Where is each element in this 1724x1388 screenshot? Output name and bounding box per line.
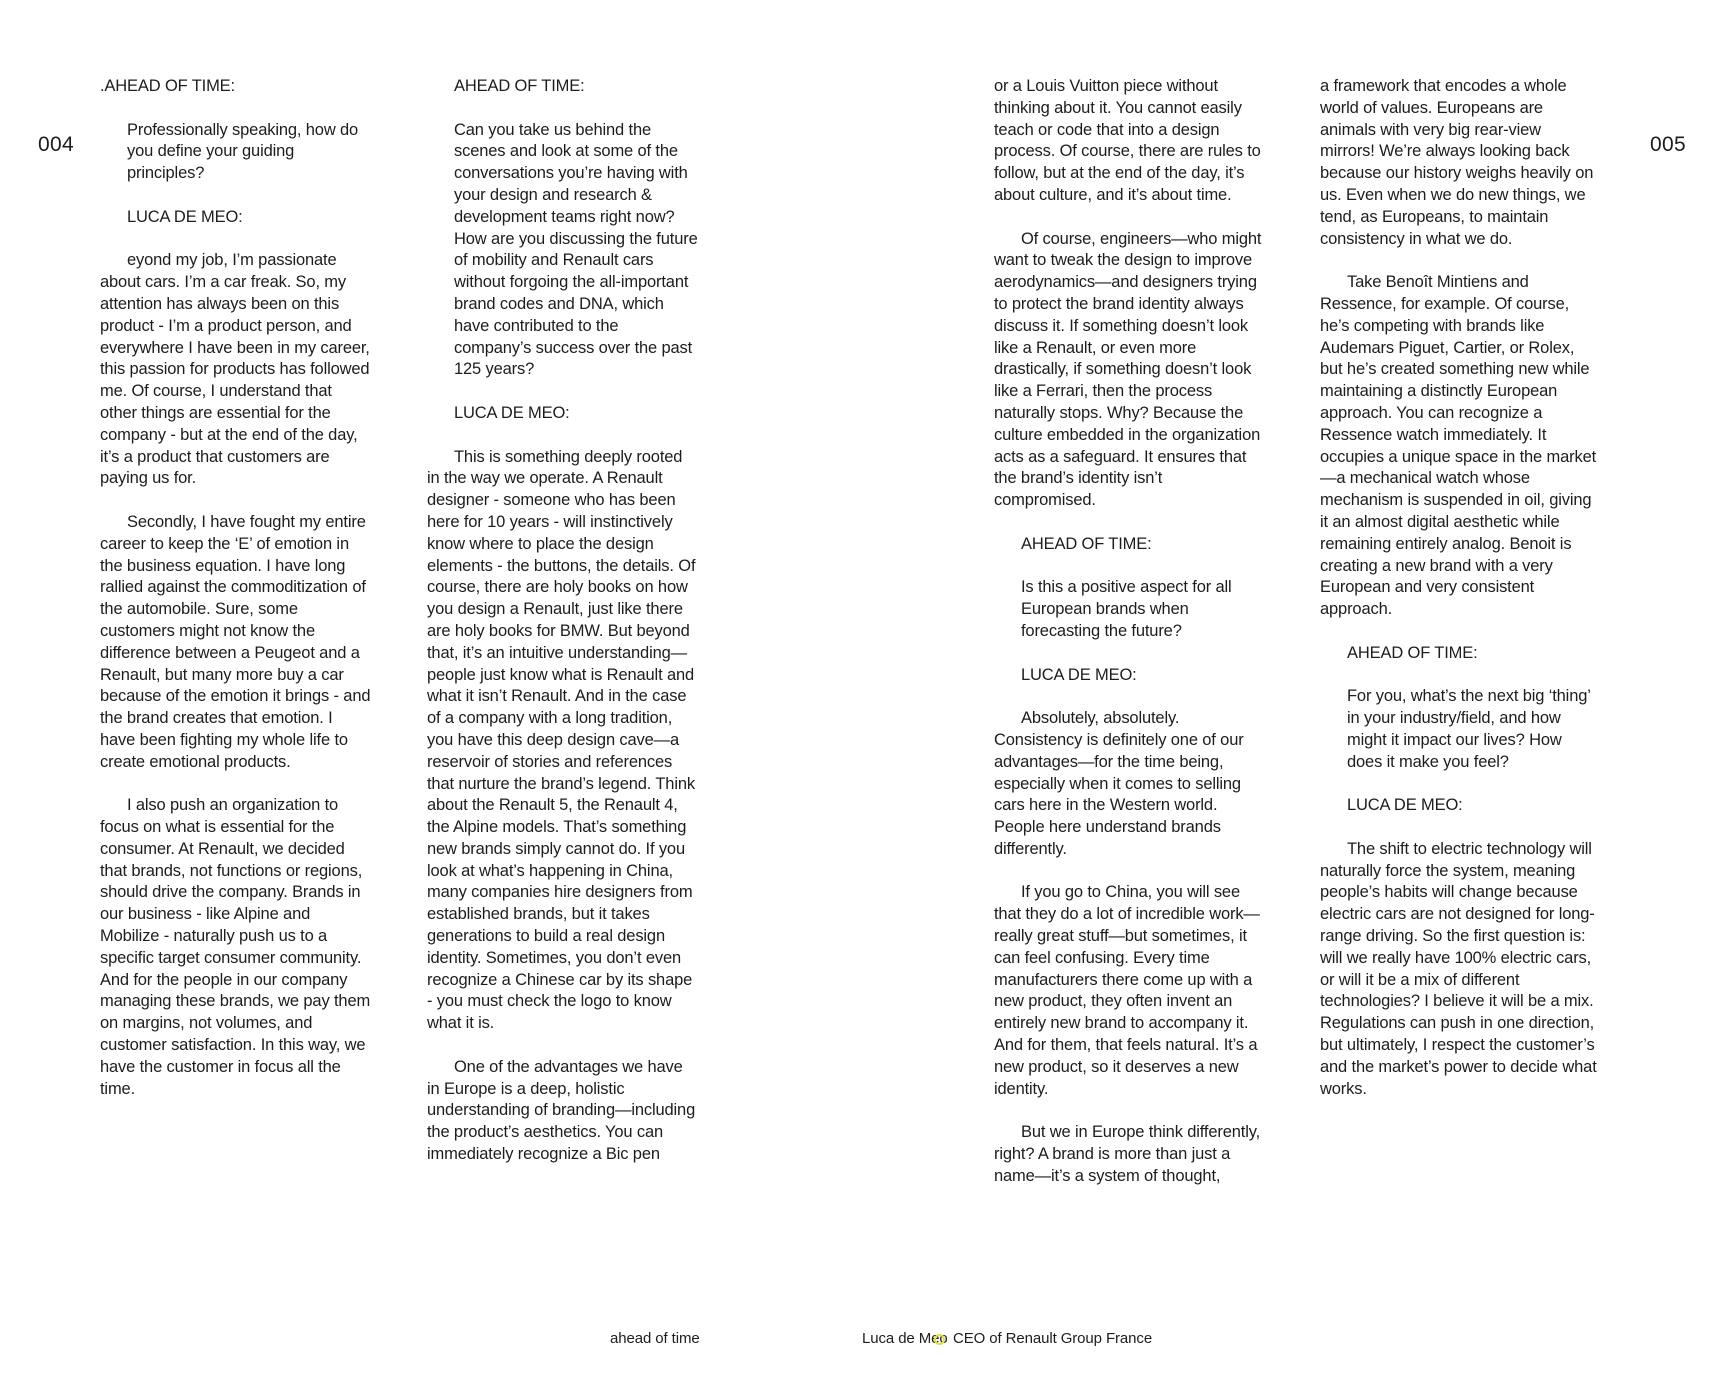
text-column-1 <box>100 76 372 1100</box>
answer-paragraph: This is something deeply rooted in the way we operate. A Renault designer - someone who has been here for 10 years - will instinctively know where to place the design elements - the buttons, the details. Of course, there are holy books on how you design a Renault, just like there are holy books for BMW. But beyond that, it’s an intuitive understanding—people just know what is Renault and what it isn’t Renault. And in the case of a company with a long tradition, you have this deep design cave—a reservoir of stories and references that nurture the brand’s legend. Think about the Renault 5, the Renault 4, the Alpine models. That’s something new brands simply cannot do. If you look at what’s happening in China, many companies hire designers from established brands, but it takes generations to build a real design identity. Sometimes, you don’t even recognize a Chinese car by its shape - you must check the logo to know what it is. <box>427 447 696 1033</box>
answer-paragraph: Secondly, I have fought my entire career to keep the ‘E’ of emotion in the business equation. I have long rallied against the commoditization of the automobile. Sure, some customers might not know the difference between a Peugeot and a Renault, but many more buy a car because of the emotion it brings - and the brand creates that emotion. I have been fighting my whole life to create emotional products. <box>100 512 371 771</box>
answer-paragraph: or a Louis Vuitton piece without thinking about it. You cannot easily teach or code that into a design process. Of course, there are rules to follow, but at the end of the day, it’s about culture, and it’s about time. <box>994 77 1261 204</box>
question-text: For you, what’s the next big ‘thing’ in your industry/field, and how might it impact our lives? How does it make you feel? <box>1347 687 1591 771</box>
answer-paragraph: Of course, engineers—who might want to tweak the design to improve aerodynamics—and designers trying to protect the brand identity always discuss it. If something doesn’t look like a Renault, or even more drastically, if something doesn’t look like a Ferrari, then the process naturally stops. Why? Because the culture embedded in the organization acts as a safeguard. It ensures that the brand’s identity isn’t compromised. <box>994 229 1262 510</box>
question-text: Professionally speaking, how do you define your guiding principles? <box>127 120 359 183</box>
answer-paragraph: eyond my job, I’m passionate about cars. I’m a car freak. So, my attention has always been on this product - I’m a product person, and everywhere I have been in my career, this passion for products has followed me. Of course, I understand that other things are essential for the company - but at the end of the day, it’s a product that customers are paying us for. <box>100 251 370 488</box>
answer-paragraph: One of the advantages we have in Europe is a deep, holistic understanding of branding—including the product’s aesthetics. You can immediately recognize a Bic pen <box>427 1057 696 1164</box>
footer-speaker-name: Luca de Meo <box>862 1330 948 1347</box>
speaker-label: AHEAD OF TIME: <box>1347 643 1478 662</box>
speaker-label: LUCA DE MEO: <box>1347 796 1463 815</box>
circle-outline-icon <box>934 1334 945 1345</box>
answer-paragraph: a framework that encodes a whole world of values. Europeans are animals with very big rear-view mirrors! We’re always looking back because our history weighs heavily on us. Even when we do new things, we tend, as Europeans, to maintain consistency in what we do. <box>1320 77 1594 248</box>
answer-paragraph: The shift to electric technology will naturally force the system, meaning people’s habits will change because electric cars are not designed for long-range driving. So the first question is: will we really have 100% electric cars, or will it be a mix of different technologies? I believe it will be a mix. Regulations can push in one direction, but ultimately, I respect the customer’s and the market’s power to decide what works. <box>1320 839 1597 1098</box>
text-column-2 <box>427 76 699 1166</box>
question-text: Is this a positive aspect for all European brands when forecasting the future? <box>1021 578 1232 640</box>
speaker-label: AHEAD OF TIME: <box>454 77 585 95</box>
answer-paragraph: Take Benoît Mintiens and Ressence, for example. Of course, he’s competing with brands like Audemars Piguet, Cartier, or Rolex, but he’s created something new while maintaining a distinctly European approach. You can recognize a Ressence watch immediately. It occupies a unique space in the market—a mechanical watch whose mechanism is suspended in oil, giving it an almost digital aesthetic while remaining entirely analog. Benoit is creating a new brand with a very European and very consistent approach. <box>1320 273 1597 619</box>
speaker-label: .AHEAD OF TIME: <box>100 77 235 95</box>
page-number-left: 004 <box>38 133 74 156</box>
speaker-label: AHEAD OF TIME: <box>1021 534 1152 553</box>
footer-speaker-role: CEO of Renault Group France <box>953 1330 1153 1347</box>
footer-publication-title: ahead of time <box>610 1330 700 1347</box>
speaker-label: LUCA DE MEO: <box>454 403 570 422</box>
text-column-3 <box>994 76 1266 1188</box>
answer-paragraph: But we in Europe think differently, right? A brand is more than just a name—it’s a system of thought, <box>994 1123 1261 1185</box>
speaker-label: LUCA DE MEO: <box>1021 665 1137 684</box>
text-column-4 <box>1320 76 1598 1100</box>
speaker-label: LUCA DE MEO: <box>127 207 243 226</box>
question-text: Can you take us behind the scenes and look at some of the conversations you’re having with your design and research & development teams right now? How are you discussing the future of mobility and Renault cars without forgoing the all-important brand codes and DNA, which have contributed to the company’s success over the past 125 years? <box>454 120 698 379</box>
answer-paragraph: If you go to China, you will see that they do a lot of incredible work—really great stuff—but sometimes, it can feel confusing. Every time manufacturers there come up with a new product, they often invent an entirely new brand to accompany it. And for them, that feels natural. It’s a new product, so it deserves a new identity. <box>994 883 1260 1098</box>
answer-paragraph: Absolutely, absolutely. Consistency is definitely one of our advantages—for the time being, especially when it comes to selling cars here in the Western world. People here understand brands differently. <box>994 709 1244 858</box>
answer-paragraph: I also push an organization to focus on what is essential for the consumer. At Renault, we decided that brands, not functions or regions, should drive the company. Brands in our business - like Alpine and Mobilize - naturally push us to a specific target consumer community. And for the people in our company managing these brands, we pay them on margins, not volumes, and customer satisfaction. In this way, we have the customer in focus all the time. <box>100 796 371 1098</box>
page-number-right: 005 <box>1650 133 1686 156</box>
